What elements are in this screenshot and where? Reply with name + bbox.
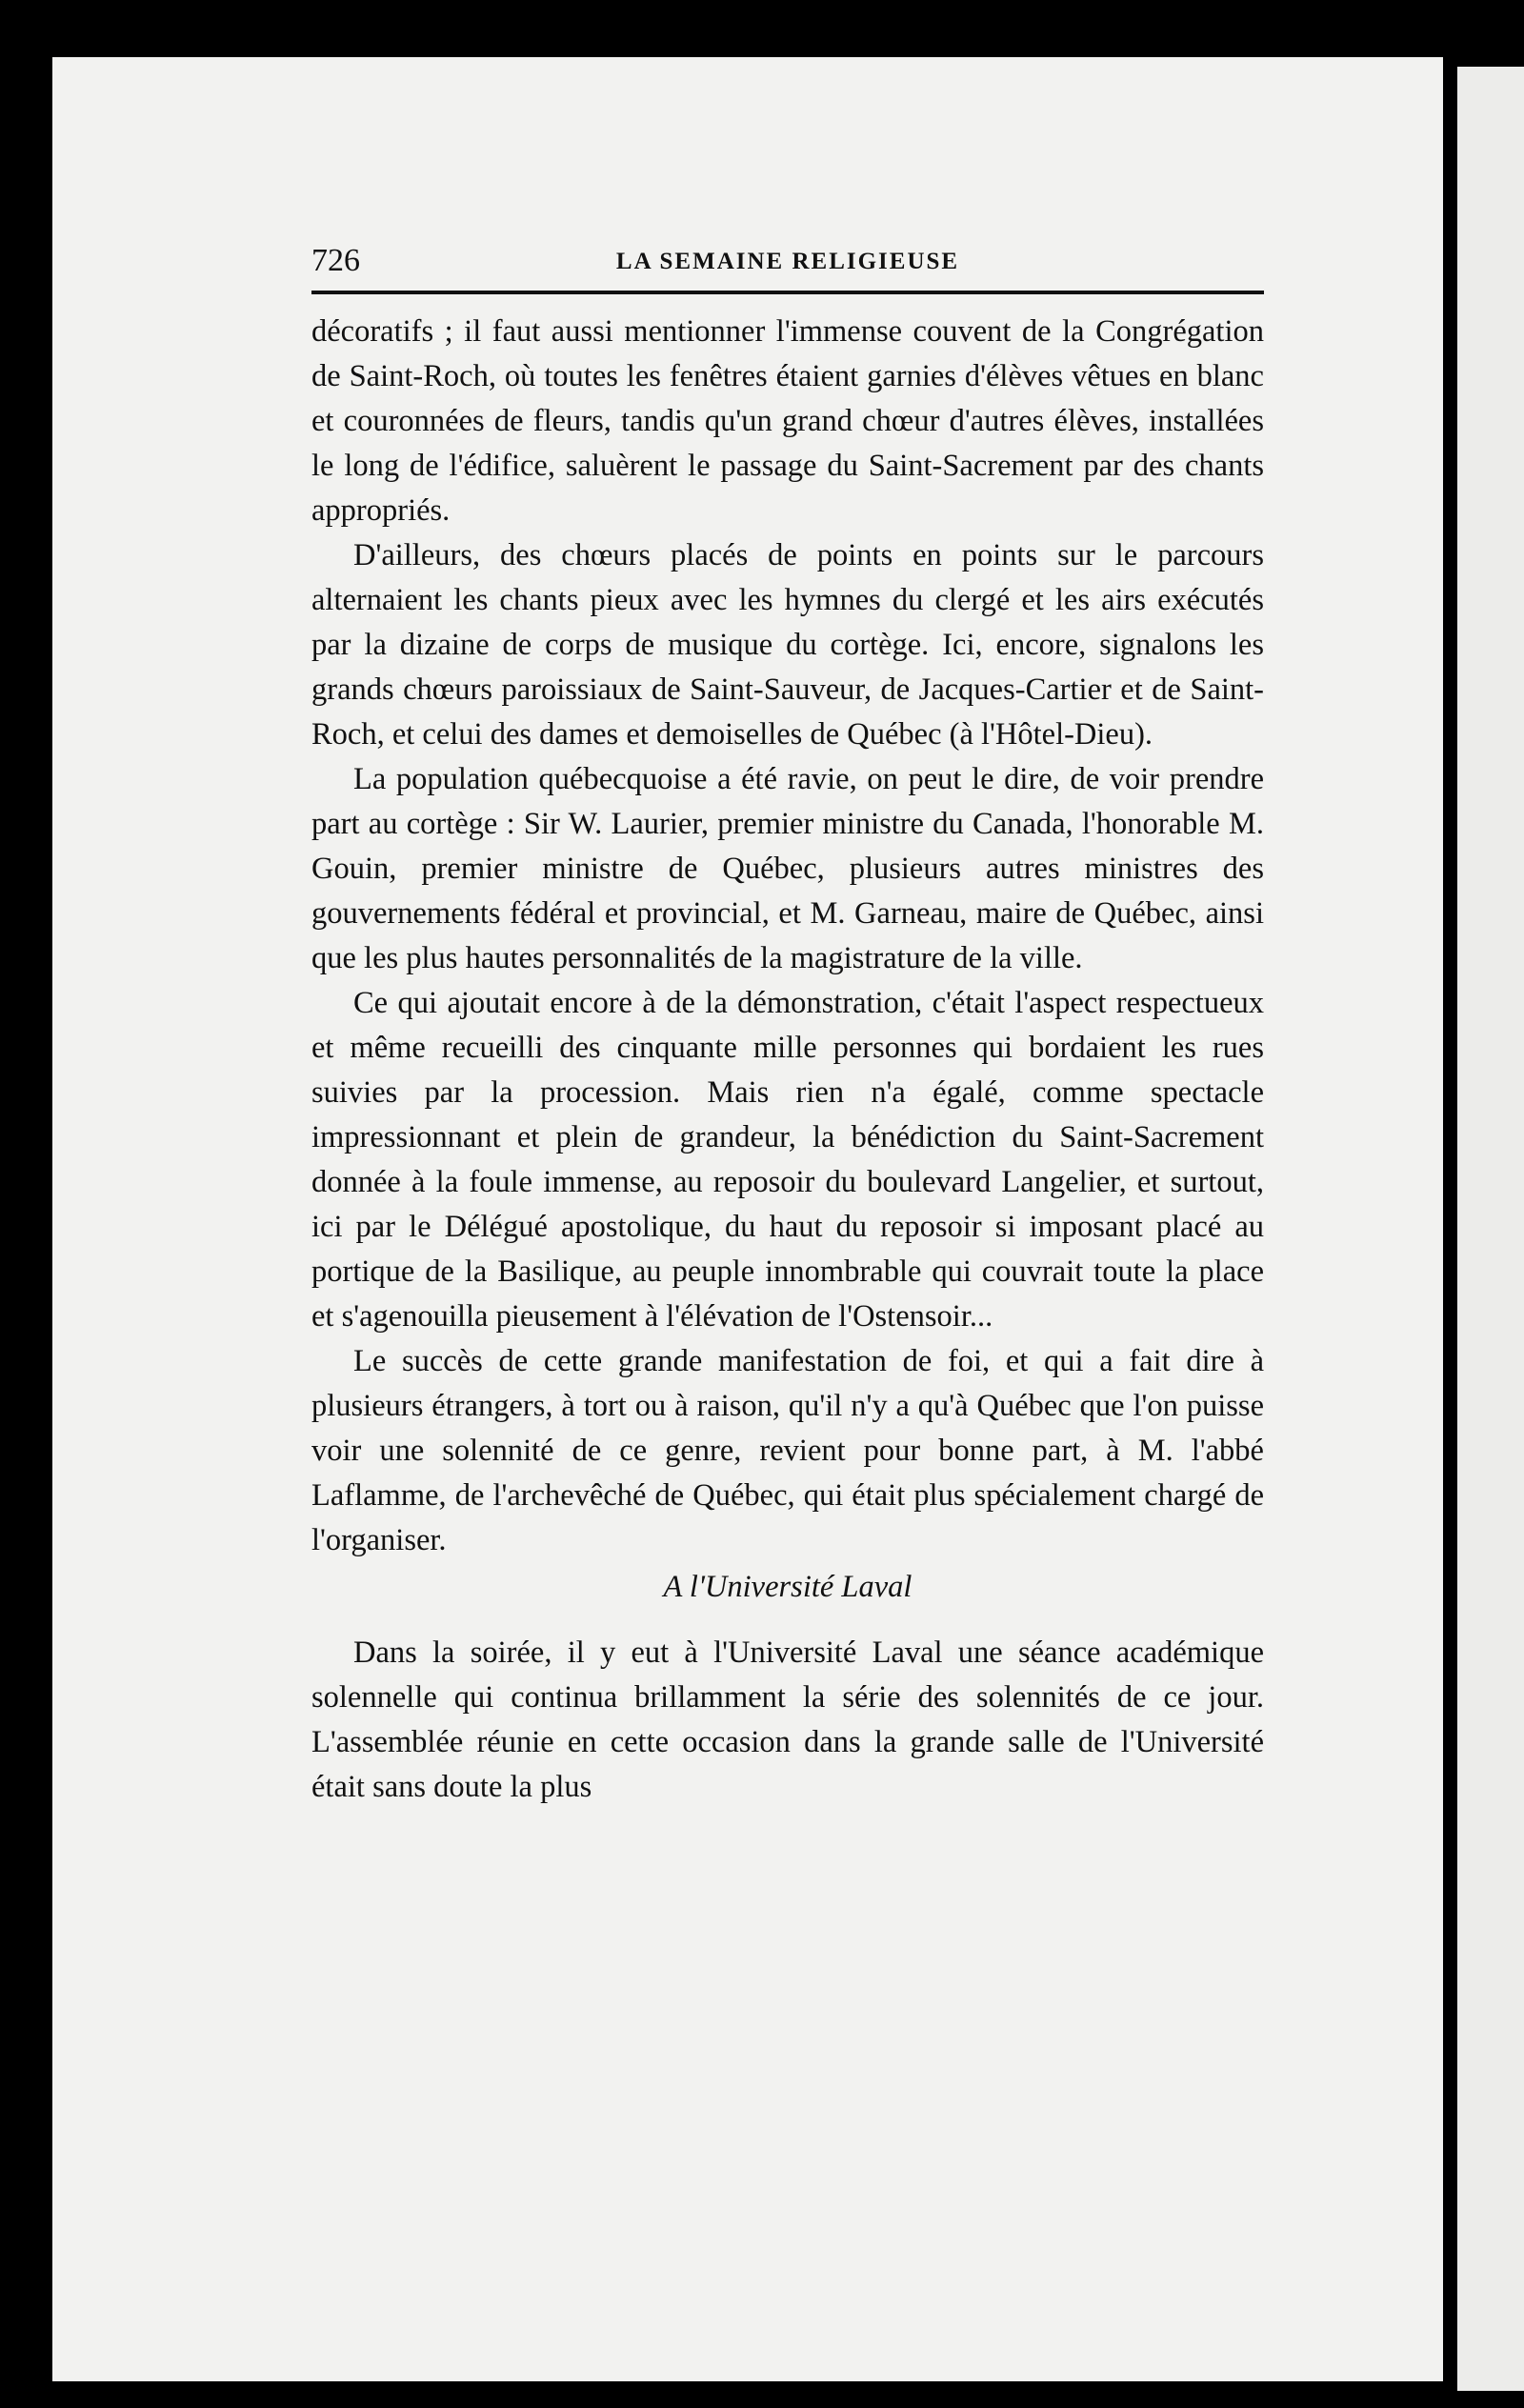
section-subheading: A l'Université Laval [663,1570,912,1604]
page-header [311,243,1264,281]
paragraph: D'ailleurs, des chœurs placés de points en points sur le parcours alternaient les chants pieux avec les hymnes du clergé et les airs exécutés par la dizaine de corps de musique du cortège. Ici, encore, signalons les grands chœurs paroissiaux de Saint-Sauveur, de Jacques-Cartier et de Saint-Roch, et celui des dames et demoiselles de Québec (à l'Hôtel-Dieu). [311,538,1264,752]
paragraph: La population québecquoise a été ravie, on peut le dire, de voir prendre part au cortège : Sir W. Laurier, premier ministre du Canada, l'honorable M. Gouin, premier ministre de Québec, plusieurs autres ministres des gouvernements fédéral et provincial, et M. Garneau, maire de Québec, ainsi que les plus hautes personnalités de la magistrature de la ville. [311,762,1264,975]
paragraph: Ce qui ajoutait encore à de la démonstration, c'était l'aspect respectueux et même recueilli des cinquante mille personnes qui bordaient les rues suivies par la procession. Mais rien n'a égalé, comme spectacle impressionnant et plein de grandeur, la bénédiction du Saint-Sacrement donnée à la foule immense, au reposoir du boulevard Langelier, et surtout, ici par le Délégué apostolique, du haut du reposoir si imposant placé au portique de la Basilique, au peuple innombrable qui couvrait toute la place et s'agenouilla pieusement à l'élévation de l'Ostensoir... [311,986,1264,1334]
page-number: 726 [311,243,360,278]
header-rule [311,291,1264,294]
paragraph: Le succès de cette grande manifestation de foi, et qui a fait dire à plusieurs étrangers, à tort ou à raison, qu'il n'y a qu'à Québec que l'on puisse voir une solennité de ce genre, revient pour bonne part, à M. l'abbé Laflamme, de l'archevêché de Québec, qui était plus spécialement chargé de l'organiser. [311,1344,1264,1557]
running-head: LA SEMAINE RELIGIEUSE [615,249,960,274]
body-text [311,310,1264,1810]
facing-page-edge [1457,67,1524,2391]
paragraph: Dans la soirée, il y eut à l'Université Laval une séance académique solennelle qui continua brillamment la série des solennités de ce jour. L'assemblée réunie en cette occasion dans la grande salle de l'Université était sans doute la plus [311,1635,1264,1804]
paragraph-continued: décoratifs ; il faut aussi mentionner l'immense couvent de la Congrégation de Saint-Roch, où toutes les fenêtres étaient garnies d'élèves vêtues en blanc et couronnées de fleurs, tandis qu'un grand chœur d'autres élèves, installées le long de l'édifice, saluèrent le passage du Saint-Sacrement par des chants appropriés. [311,314,1264,528]
